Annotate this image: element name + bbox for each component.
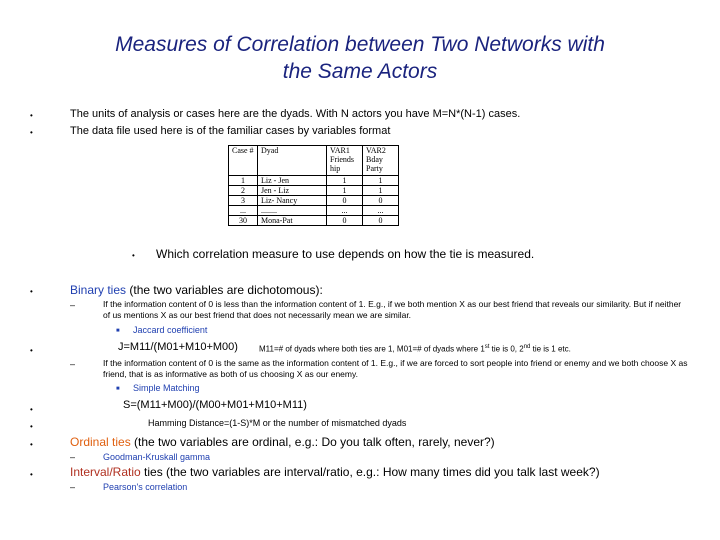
title-line-1: Measures of Correlation between Two Networks with [115,33,605,56]
bullet-icon: • [30,440,33,449]
jaccard-label: Jaccard coefficient [133,325,208,335]
cell-dyad: ........ [258,206,327,216]
cell-var1: ... [327,206,363,216]
cell-var2: 1 [363,176,399,186]
bullet-icon: • [30,405,33,414]
bullet-icon: • [132,251,135,260]
cell-var2: 0 [363,216,399,226]
interval-ties-label: Interval/Ratio [70,465,141,479]
dash-icon: – [70,452,76,462]
jaccard-formula: J=M11/(M01+M10+M00) [118,341,238,353]
ordinal-ties-heading [70,435,495,449]
correlation-choice-text: Which correlation measure to use depends on how the tie is measured. [156,247,535,261]
slide-title [0,31,720,85]
binary-case-1-text: If the information content of 0 is less than the information content of 1. E.g., if we both mention X as our best friend that reveals our similarity. But if neither of us mentions X as our best friend that does not necessarily mean we are similar. [103,299,682,320]
cell-case: 3 [229,196,258,206]
cell-var2: 0 [363,196,399,206]
cell-var1: 1 [327,186,363,196]
pearson-label: Pearson's correlation [103,482,188,492]
interval-ties-heading [70,465,600,479]
jaccard-note-part: tie is 0, 2 [489,344,524,354]
binary-ties-rest: (the two variables are dichotomous): [126,283,323,297]
bullet-units-text: The units of analysis or cases here are the dyads. With N actors you have M=N*(N-1) cases. [70,108,521,120]
hamming-distance-text: Hamming Distance=(1-S)*M or the number of mismatched dyads [148,418,407,428]
cell-case: 30 [229,216,258,226]
cell-dyad: Liz - Jen [258,176,327,186]
jaccard-note-sup: st [484,344,490,350]
cell-case: ... [229,206,258,216]
dash-icon: – [70,300,76,310]
table-row [229,186,399,196]
header-var1: VAR1 Friends hip [327,146,363,176]
simple-matching-label: Simple Matching [133,383,200,393]
bullet-icon: • [30,128,33,137]
jaccard-note-part: M11=# of dyads where both ties are 1, M01=# of dyads where 1 [259,344,485,354]
cell-var1: 0 [327,196,363,206]
header-var2: VAR2 Bday Party [363,146,399,176]
dyad-data-table [228,145,399,226]
cell-case: 2 [229,186,258,196]
ordinal-ties-rest: (the two variables are ordinal, e.g.: Do you talk often, rarely, never?) [130,435,495,449]
header-case: Case # [229,146,258,176]
bullet-icon: • [30,287,33,296]
simple-matching-formula: S=(M11+M00)/(M00+M01+M10+M11) [123,399,307,411]
cell-var2: 1 [363,186,399,196]
cell-dyad: Mona-Pat [258,216,327,226]
binary-case-2-text: If the information content of 0 is the same as the information content of 1. E.g., if we are forced to sort people into friend or enemy and we both choose X as friend, that is as informative as both of us choosing X as our enemy. [103,358,688,379]
cell-dyad: Liz- Nancy [258,196,327,206]
binary-ties-heading [70,283,323,297]
cell-var1: 1 [327,176,363,186]
table-header-row [229,146,399,176]
bullet-datafile-text: The data file used here is of the familiar cases by variables format [70,125,391,137]
title-line-2: the Same Actors [282,60,438,83]
jaccard-note [259,344,571,354]
table-row [229,216,399,226]
jaccard-note-part: tie is 1 etc. [530,344,571,354]
table-row [229,176,399,186]
cell-var2: ... [363,206,399,216]
cell-var1: 0 [327,216,363,226]
header-dyad: Dyad [258,146,327,176]
binary-ties-label: Binary ties [70,283,127,297]
bullet-icon: • [30,422,33,431]
bullet-icon: • [30,111,33,120]
cell-case: 1 [229,176,258,186]
square-bullet-icon: ■ [116,328,120,334]
bullet-icon: • [30,470,33,479]
table-row [229,196,399,206]
goodman-kruskall-label: Goodman-Kruskall gamma [103,452,211,462]
bullet-icon: • [30,346,33,355]
dash-icon: – [70,359,76,369]
interval-ties-rest: ties (the two variables are interval/ratio, e.g.: How many times did you talk last week?) [140,465,600,479]
jaccard-note-sup: nd [523,344,531,350]
dash-icon: – [70,482,76,492]
square-bullet-icon: ■ [116,386,120,392]
table-row [229,206,399,216]
cell-dyad: Jen - Liz [258,186,327,196]
ordinal-ties-label: Ordinal ties [70,435,131,449]
